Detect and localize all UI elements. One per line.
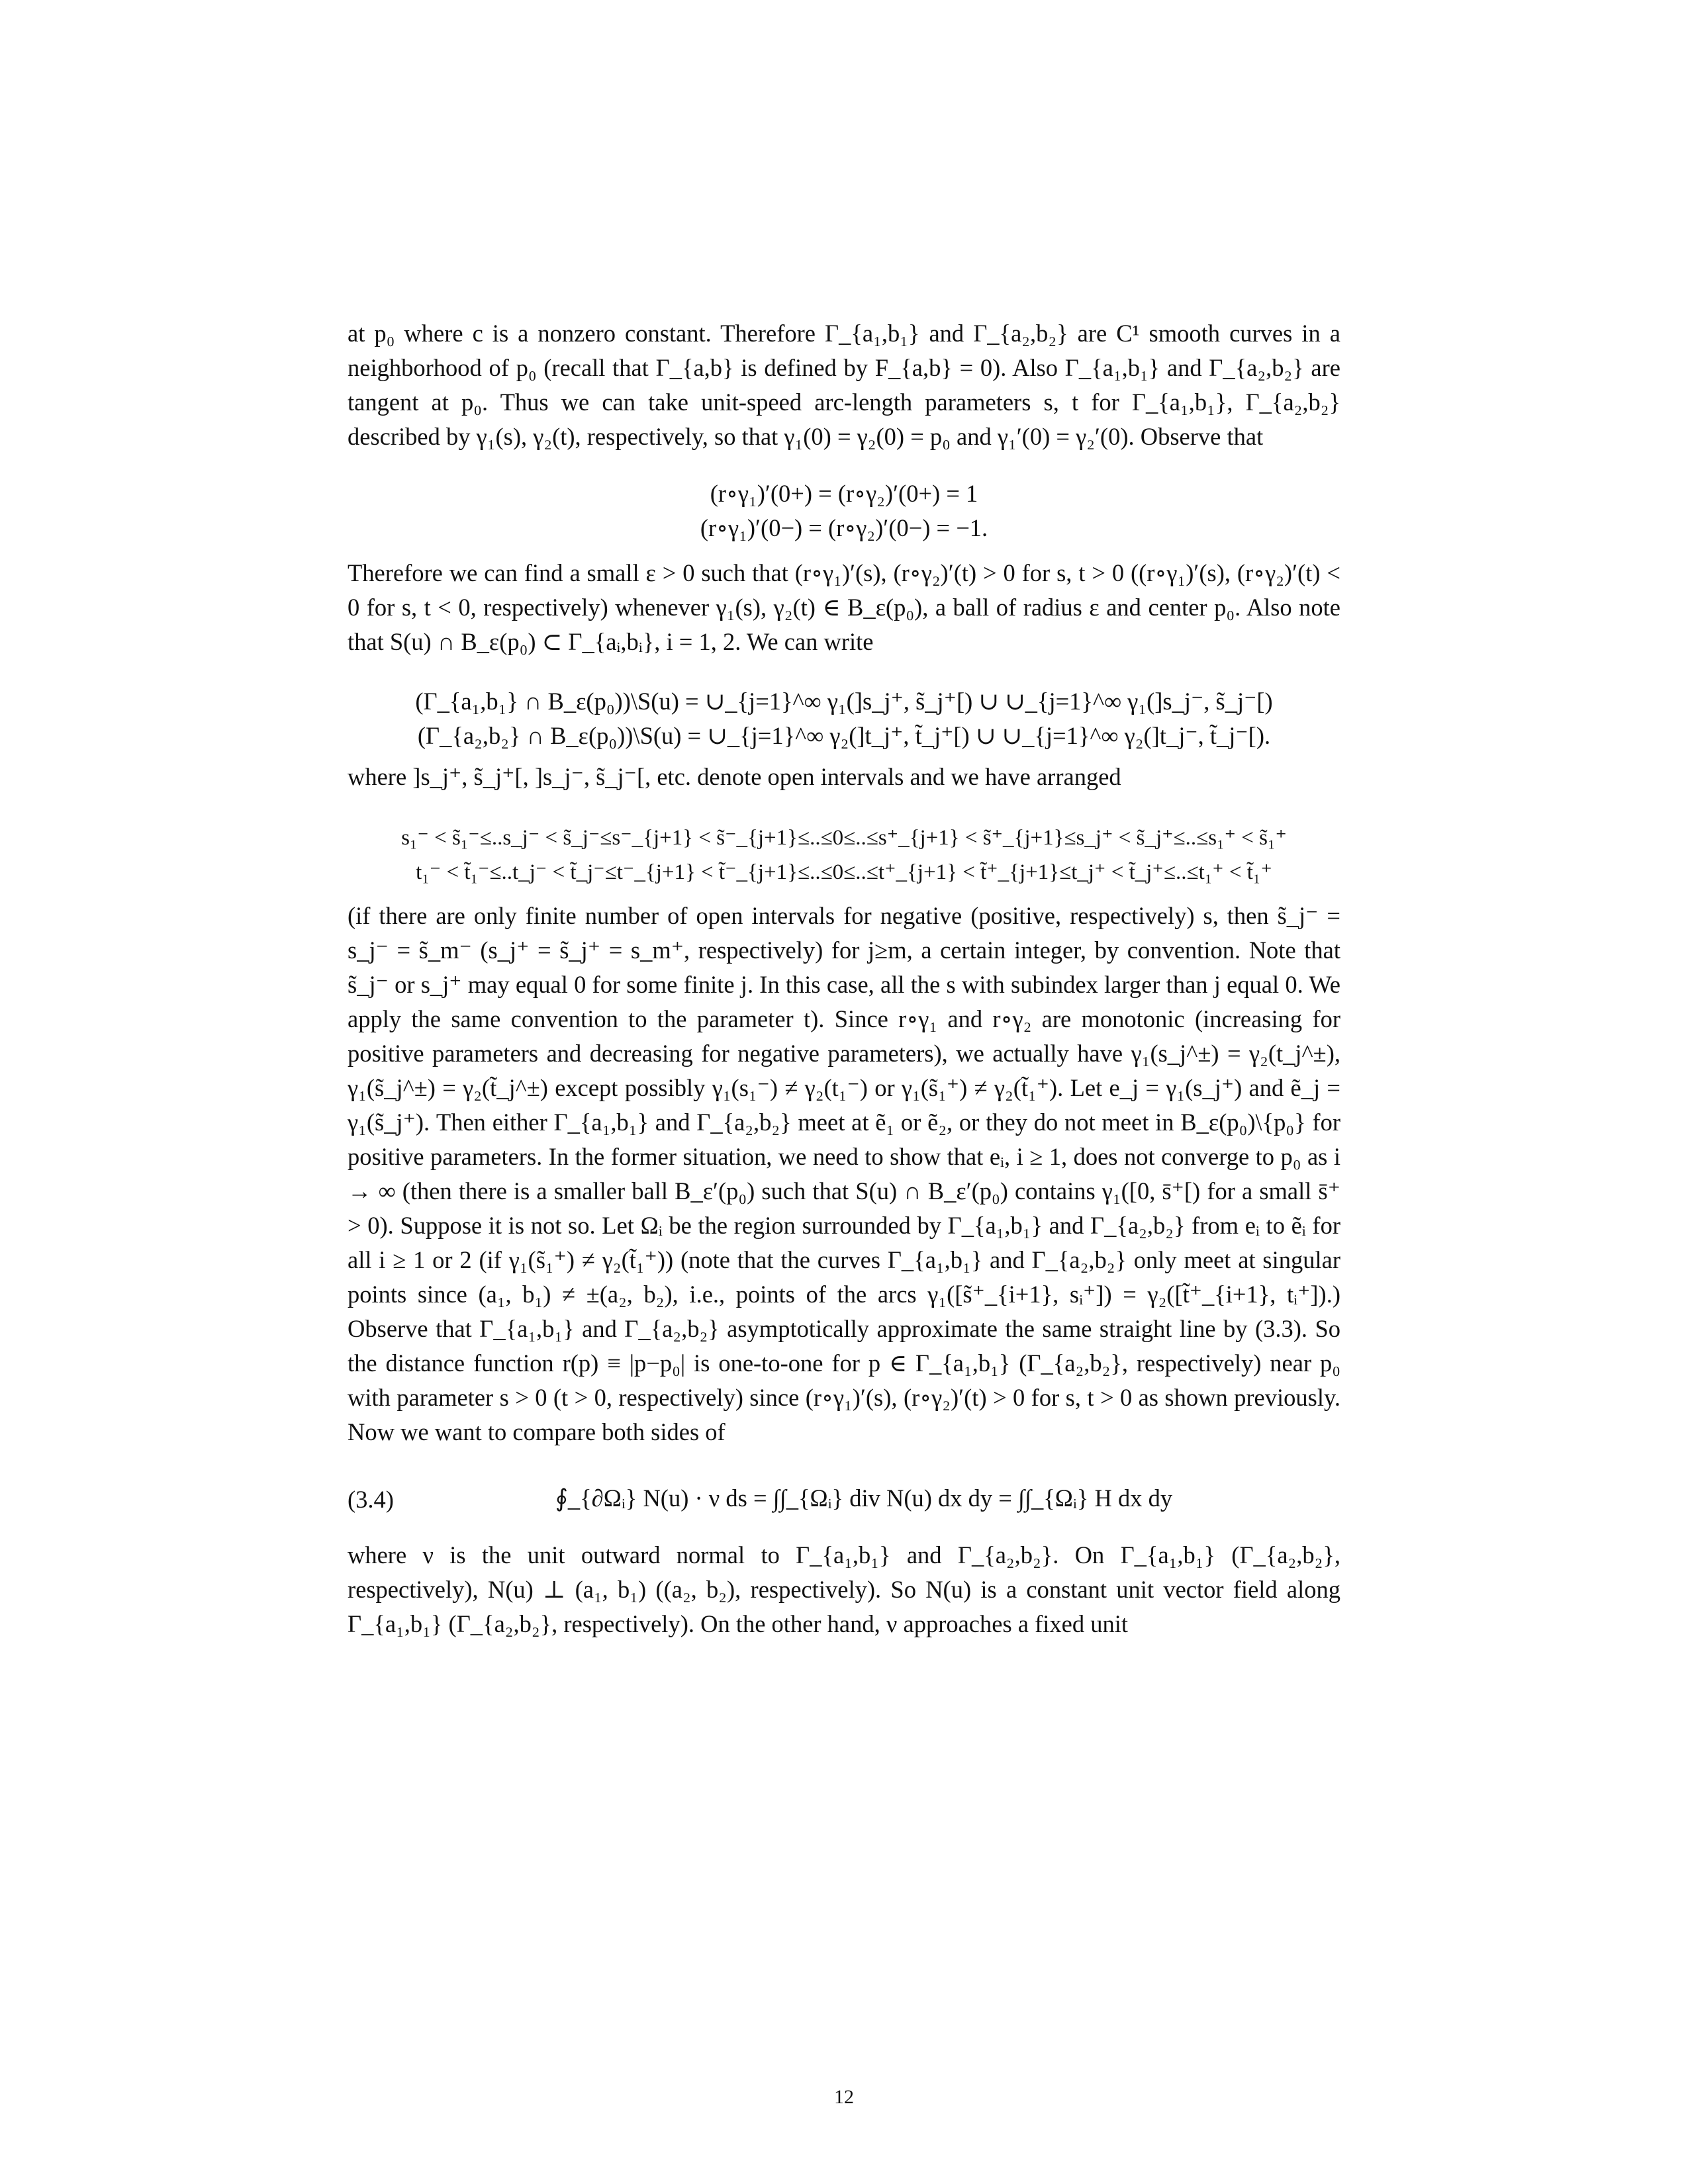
equation-1b: (r∘γ₁)′(0−) = (r∘γ₂)′(0−) = −1. — [700, 514, 988, 541]
page-body — [348, 316, 1340, 1641]
paragraph-2: Therefore we can find a small ε > 0 such that (r∘γ₁)′(s), (r∘γ₂)′(t) > 0 for s, t > 0 ((r∘γ₁)′(s), (r∘γ₂)′(t) < 0 for s, t < 0, respectively) whenever γ₁(s), γ₂(t) ∈ B_ε(p₀), a ball of radius ε and center p₀. Also note that S(u) ∩ B_ε(p₀) ⊂ Γ_{aᵢ,bᵢ}, i = 1, 2. We can write — [348, 559, 1340, 655]
equation-2a: (Γ_{a₁,b₁} ∩ B_ε(p₀))\S(u) = ∪_{j=1}^∞ γ₁(]s_j⁺, s̃_j⁺[) ∪ ∪_{j=1}^∞ γ₁(]s_j⁻, s̃_j⁻[) — [415, 688, 1273, 715]
equation-2b: (Γ_{a₂,b₂} ∩ B_ε(p₀))\S(u) = ∪_{j=1}^∞ γ₂(]t_j⁺, t̃_j⁺[) ∪ ∪_{j=1}^∞ γ₂(]t_j⁻, t̃_j⁻[). — [417, 722, 1271, 749]
paragraph-4: (if there are only finite number of open intervals for negative (positive, respectively) s, then s̃_j⁻ = s_j⁻ = s̃_m⁻ (s_j⁺ = s̃_j⁺ = s_m⁺, respectively) for j≥m, a certain integer, by convention. Note that s̃_j⁻ or s_j⁺ may equal 0 for some finite j. In this case, all the s with subindex larger than j equal 0. We apply the same convention to the parameter t). Since r∘γ₁ and r∘γ₂ are monotonic (increasing for positive parameters and decreasing for negative parameters), we actually have γ₁(s_j^±) = γ₂(t_j^±), γ₁(s̃_j^±) = γ₂(t̃_j^±) except possibly γ₁(s₁⁻) ≠ γ₂(t₁⁻) or γ₁(s̃₁⁺) ≠ γ₂(t̃₁⁺). Let e_j = γ₁(s_j⁺) and ẽ_j = γ₁(s̃_j⁺). Then either Γ_{a₁,b₁} and Γ_{a₂,b₂} meet at ẽ₁ or ẽ₂, or they do not meet in B_ε(p₀)\{p₀} for positive parameters. In the former situation, we need to show that eᵢ, i ≥ 1, does not converge to p₀ as i → ∞ (then there is a smaller ball B_ε′(p₀) such that S(u) ∩ B_ε′(p₀) contains γ₁([0, s̄⁺[) for a small s̄⁺ > 0). Suppose it is not so. Let Ωᵢ be the region surrounded by Γ_{a₁,b₁} and Γ_{a₂,b₂} from eᵢ to ẽᵢ for all i ≥ 1 or 2 (if γ₁(s̃₁⁺) ≠ γ₂(t̃₁⁺)) (note that the curves Γ_{a₁,b₁} and Γ_{a₂,b₂} only meet at singular points since (a₁, b₁) ≠ ±(a₂, b₂), i.e., points of the arcs γ₁([s̃⁺_{i+1}, sᵢ⁺]) = γ₂([t̃⁺_{i+1}, tᵢ⁺]).) Observe that Γ_{a₁,b₁} and Γ_{a₂,b₂} asymptotically approximate the same straight line by (3.3). So the distance function r(p) ≡ |p−p₀| is one-to-one for p ∈ Γ_{a₁,b₁} (Γ_{a₂,b₂}, respectively) near p₀ with parameter s > 0 (t > 0, respectively) since (r∘γ₁)′(s), (r∘γ₂)′(t) > 0 for s, t > 0 as shown previously. Now we want to compare both sides of — [348, 902, 1340, 1445]
equation-block-4 — [348, 1481, 1340, 1524]
equation-1a: (r∘γ₁)′(0+) = (r∘γ₂)′(0+) = 1 — [710, 480, 978, 507]
equation-3b: t₁⁻ < t̃₁⁻≤..t_j⁻ < t̃_j⁻≤t⁻_{j+1} < t̃⁻_{j+1}≤..≤0≤..≤t⁺_{j+1} < t̃⁺_{j+1}≤t_j⁺ < t̃_j⁺≤..≤t₁⁺ < t̃₁⁺ — [416, 860, 1272, 884]
equation-number: (3.4) — [348, 1486, 394, 1513]
equation-block-3 — [348, 821, 1340, 889]
paragraph-1: at p₀ where c is a nonzero constant. Therefore Γ_{a₁,b₁} and Γ_{a₂,b₂} are C¹ smooth curves in a neighborhood of p₀ (recall that Γ_{a,b} is defined by F_{a,b} = 0). Also Γ_{a₁,b₁} and Γ_{a₂,b₂} are tangent at p₀. Thus we can take unit-speed arc-length parameters s, t for Γ_{a₁,b₁}, Γ_{a₂,b₂} described by γ₁(s), γ₂(t), respectively, so that γ₁(0) = γ₂(0) = p₀ and γ₁′(0) = γ₂′(0). Observe that — [348, 320, 1340, 450]
equation-block-1 — [348, 477, 1340, 545]
paragraph-5: where ν is the unit outward normal to Γ_{a₁,b₁} and Γ_{a₂,b₂}. On Γ_{a₁,b₁} (Γ_{a₂,b₂}, respectively), N(u) ⊥ (a₁, b₁) ((a₂, b₂), respectively). So N(u) is a constant unit vector field along Γ_{a₁,b₁} (Γ_{a₂,b₂}, respectively). On the other hand, ν approaches a fixed unit — [348, 1541, 1340, 1637]
equation-4: ∮_{∂Ωᵢ} N(u) · ν ds = ∫∫_{Ωᵢ} div N(u) dx dy = ∫∫_{Ωᵢ} H dx dy — [555, 1484, 1173, 1512]
page-number: 12 — [834, 2086, 854, 2108]
equation-3a: s₁⁻ < s̃₁⁻≤..s_j⁻ < s̃_j⁻≤s⁻_{j+1} < s̃⁻_{j+1}≤..≤0≤..≤s⁺_{j+1} < s̃⁺_{j+1}≤s_j⁺ < s̃_j⁺≤..≤s₁⁺ < s̃₁⁺ — [401, 826, 1287, 850]
paragraph-3: where ]s_j⁺, s̃_j⁺[, ]s_j⁻, s̃_j⁻[, etc. denote open intervals and we have arranged — [348, 763, 1121, 790]
equation-block-2 — [348, 684, 1340, 753]
